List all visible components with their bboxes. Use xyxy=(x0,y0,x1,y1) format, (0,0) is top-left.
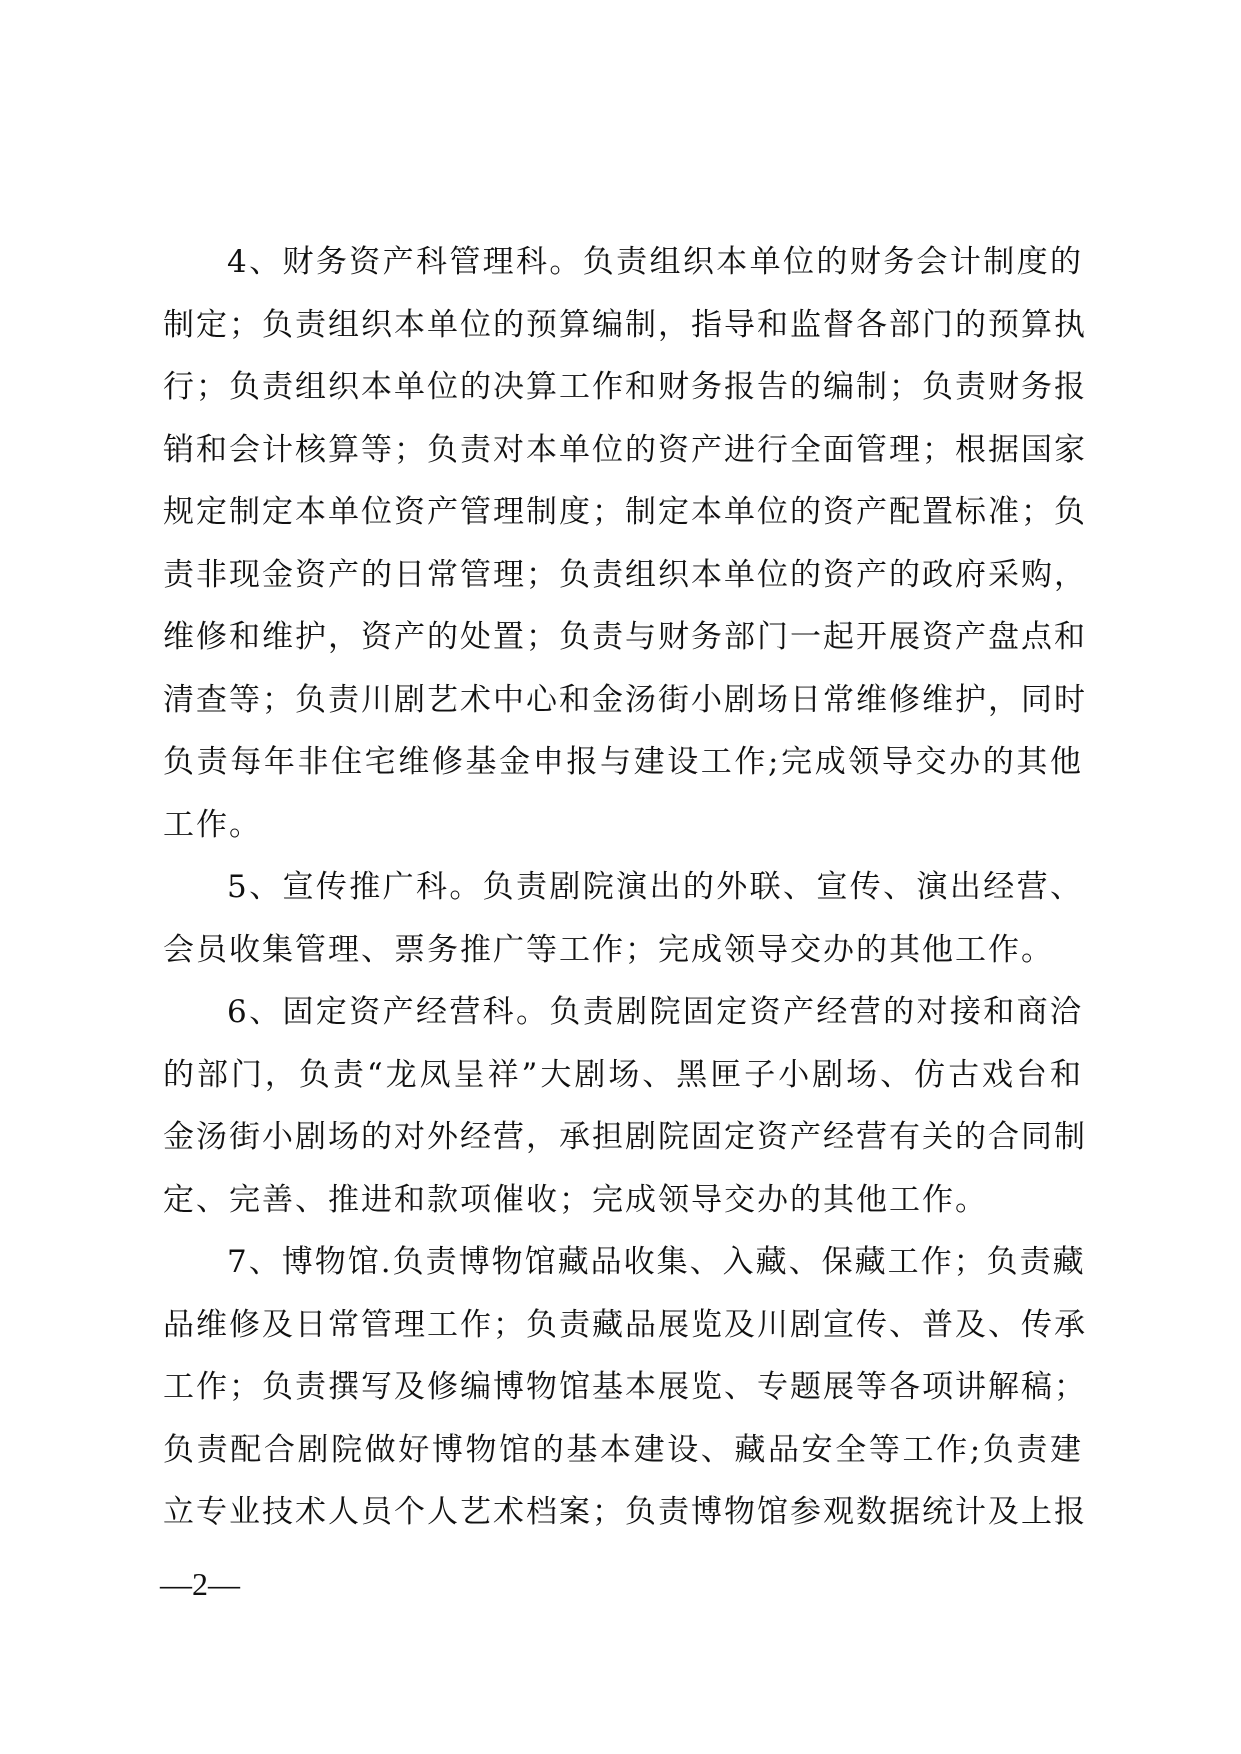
text-line: 6、固定资产经营科。负责剧院固定资产经营的对接和商洽 xyxy=(227,994,1083,1030)
text-line: 责非现金资产的日常管理；负责组织本单位的资产的政府采购， xyxy=(163,556,1087,593)
document-body xyxy=(163,231,1087,1544)
text-line: 负责配合剧院做好博物馆的基本建设、藏品安全等工作;负责建 xyxy=(163,1431,1083,1468)
text-line: 定、完善、推进和款项催收；完成领导交办的其他工作。 xyxy=(163,1181,988,1218)
text-line: 工作；负责撰写及修编博物馆基本展览、专题展等各项讲解稿； xyxy=(163,1369,1087,1405)
text-line: 销和会计核算等；负责对本单位的资产进行全面管理；根据国家 xyxy=(163,431,1087,468)
text-line: 清查等；负责川剧艺术中心和金汤街小剧场日常维修维护，同时 xyxy=(163,681,1087,718)
text-line: 行；负责组织本单位的决算工作和财务报告的编制；负责财务报 xyxy=(163,369,1087,405)
paragraph xyxy=(163,231,1087,856)
text-line: 负责每年非住宅维修基金申报与建设工作;完成领导交办的其他 xyxy=(163,744,1083,780)
paragraph xyxy=(163,981,1087,1231)
text-line: 维修和维护，资产的处置；负责与财务部门一起开展资产盘点和 xyxy=(163,619,1087,655)
text-line: 的部门，负责“龙凤呈祥”大剧场、黑匣子小剧场、仿古戏台和 xyxy=(163,1056,1083,1093)
text-line: 立专业技术人员个人艺术档案；负责博物馆参观数据统计及上报 xyxy=(163,1494,1087,1530)
text-line: 7、博物馆.负责博物馆藏品收集、入藏、保藏工作；负责藏 xyxy=(227,1244,1086,1280)
text-line: 工作。 xyxy=(163,806,262,843)
paragraph xyxy=(163,856,1083,981)
text-line: 会员收集管理、票务推广等工作；完成领导交办的其他工作。 xyxy=(163,931,1054,968)
page-number: —2— xyxy=(160,1566,240,1602)
text-line: 5、宣传推广科。负责剧院演出的外联、宣传、演出经营、 xyxy=(227,869,1083,905)
text-line: 规定制定本单位资产管理制度；制定本单位的资产配置标准；负 xyxy=(163,494,1087,530)
text-line: 品维修及日常管理工作；负责藏品展览及川剧宣传、普及、传承 xyxy=(163,1306,1087,1343)
paragraph xyxy=(163,1231,1087,1544)
text-line: 制定；负责组织本单位的预算编制，指导和监督各部门的预算执 xyxy=(163,306,1087,343)
text-line: 4、财务资产科管理科。负责组织本单位的财务会计制度的 xyxy=(227,244,1083,280)
text-line: 金汤街小剧场的对外经营，承担剧院固定资产经营有关的合同制 xyxy=(163,1119,1087,1155)
